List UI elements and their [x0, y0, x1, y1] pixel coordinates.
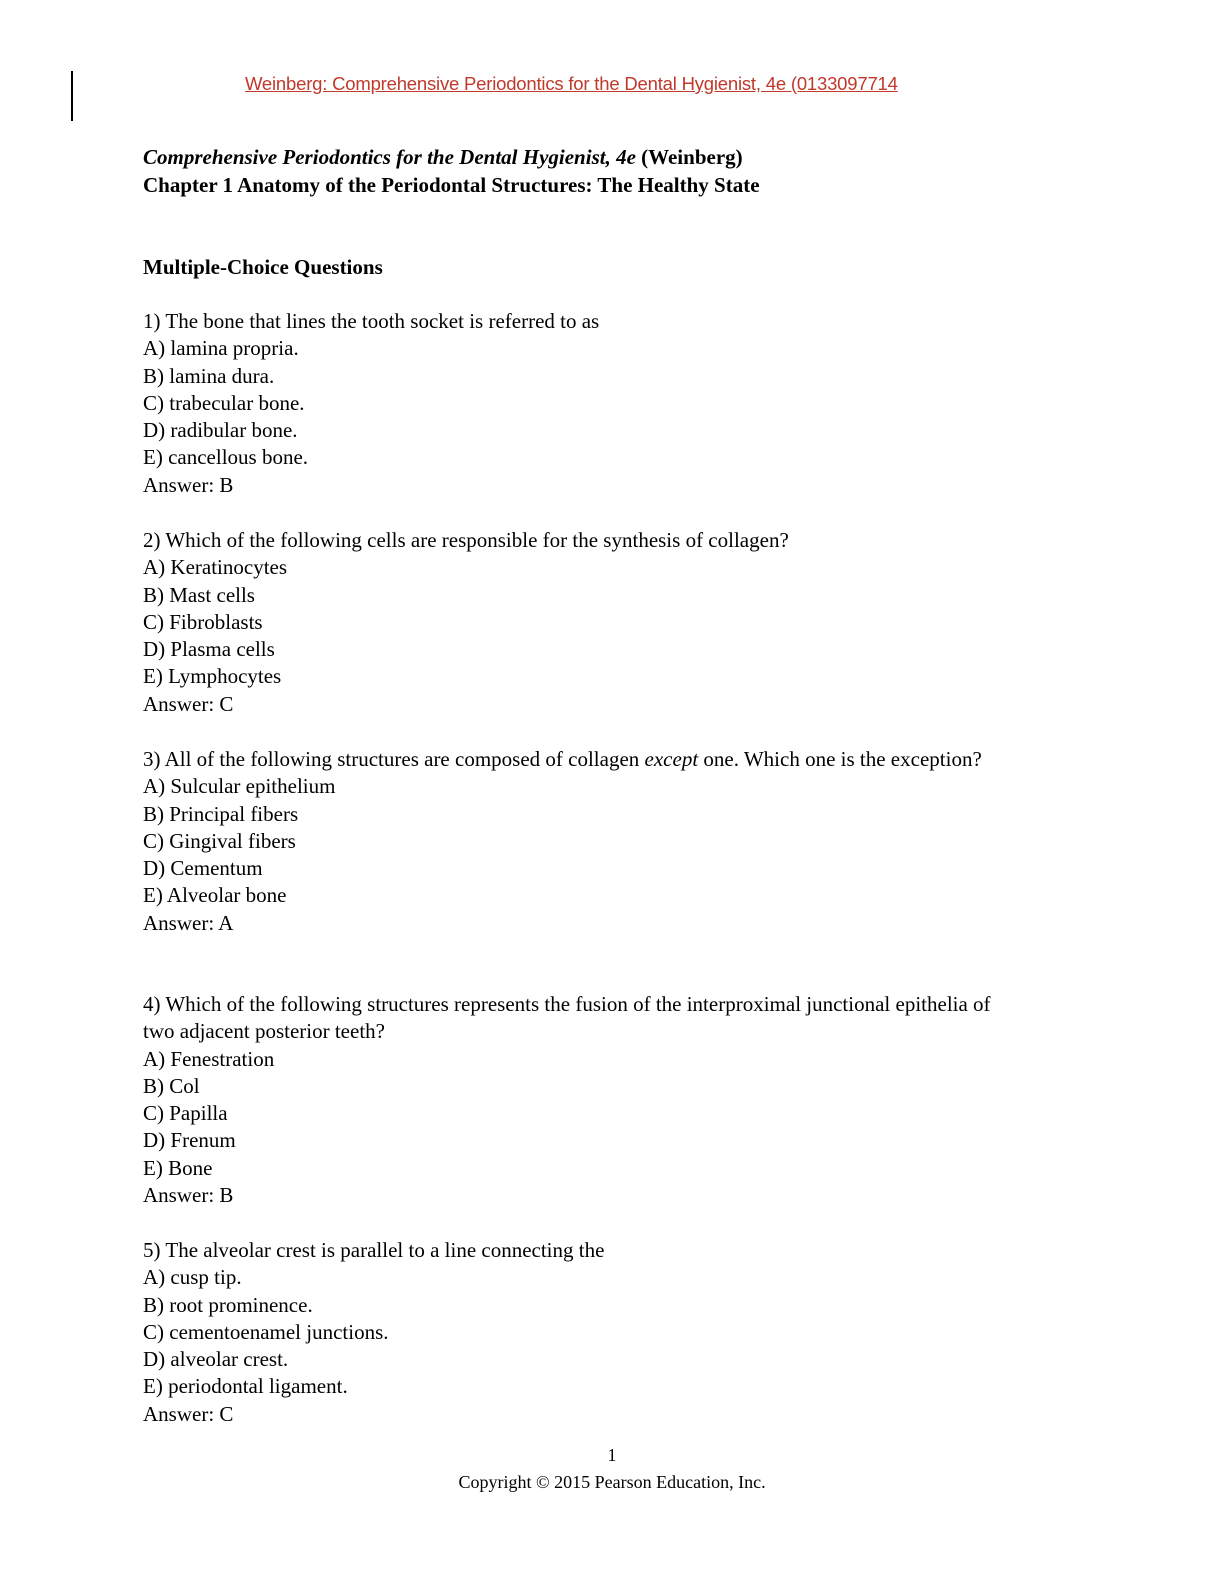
chapter-title: Chapter 1 Anatomy of the Periodontal Structures: The Healthy State — [143, 173, 760, 197]
option: A) Sulcular epithelium — [143, 774, 336, 799]
option: D) Cementum — [143, 856, 263, 881]
option: A) lamina propria. — [143, 336, 299, 361]
answer: Answer: C — [143, 691, 234, 716]
option: B) Mast cells — [143, 582, 255, 607]
section-heading: Multiple-Choice Questions — [143, 255, 383, 279]
option: B) root prominence. — [143, 1292, 313, 1317]
option: C) trabecular bone. — [143, 390, 305, 415]
question-1 — [143, 308, 1023, 499]
option: C) Fibroblasts — [143, 609, 263, 634]
page-number: 1 — [607, 1445, 617, 1465]
question-stem: 2) Which of the following cells are responsible for the synthesis of collagen? — [143, 528, 789, 552]
option: A) Keratinocytes — [143, 555, 288, 580]
question-5 — [143, 1237, 1023, 1428]
option: E) Bone — [143, 1155, 213, 1180]
answer: Answer: A — [143, 910, 234, 935]
answer: Answer: B — [143, 472, 234, 497]
answer: Answer: B — [143, 1183, 234, 1208]
option: D) alveolar crest. — [143, 1347, 289, 1372]
option: B) Col — [143, 1073, 200, 1098]
option: D) Plasma cells — [143, 637, 275, 662]
book-author: (Weinberg) — [635, 145, 743, 169]
question-stem: 5) The alveolar crest is parallel to a line connecting the — [143, 1238, 605, 1262]
option: E) periodontal ligament. — [143, 1374, 348, 1399]
option: D) radibular bone. — [143, 418, 298, 443]
option: C) Papilla — [143, 1101, 228, 1126]
header-link[interactable]: Weinberg: Comprehensive Periodontics for the Dental Hygienist, 4e (0133097714 — [245, 73, 898, 94]
copyright: Copyright © 2015 Pearson Education, Inc. — [458, 1472, 766, 1492]
option: A) Fenestration — [143, 1046, 275, 1071]
answer: Answer: C — [143, 1401, 234, 1426]
question-4 — [143, 991, 1023, 1209]
book-title — [143, 145, 743, 170]
option: E) Alveolar bone — [143, 883, 287, 908]
option: D) Frenum — [143, 1128, 236, 1153]
question-stem: 3) All of the following structures are composed of collagen except one. Which one is the exception? — [143, 747, 982, 771]
option: A) cusp tip. — [143, 1265, 242, 1290]
option: E) cancellous bone. — [143, 445, 309, 470]
book-title-italic: Comprehensive Periodontics for the Dental Hygienist, 4e — [143, 145, 636, 169]
option: C) cementoenamel junctions. — [143, 1319, 389, 1344]
question-stem: 1) The bone that lines the tooth socket is referred to as — [143, 309, 600, 333]
option: B) lamina dura. — [143, 363, 275, 388]
option: B) Principal fibers — [143, 801, 299, 826]
option: C) Gingival fibers — [143, 828, 296, 853]
emphasis: except — [644, 747, 699, 771]
question-2 — [143, 527, 1023, 718]
option: E) Lymphocytes — [143, 664, 282, 689]
question-3 — [143, 746, 1023, 937]
question-stem: 4) Which of the following structures represents the fusion of the interproximal junctional epithelia of two adjacent posterior teeth? — [143, 992, 991, 1044]
revision-bar — [71, 71, 73, 121]
